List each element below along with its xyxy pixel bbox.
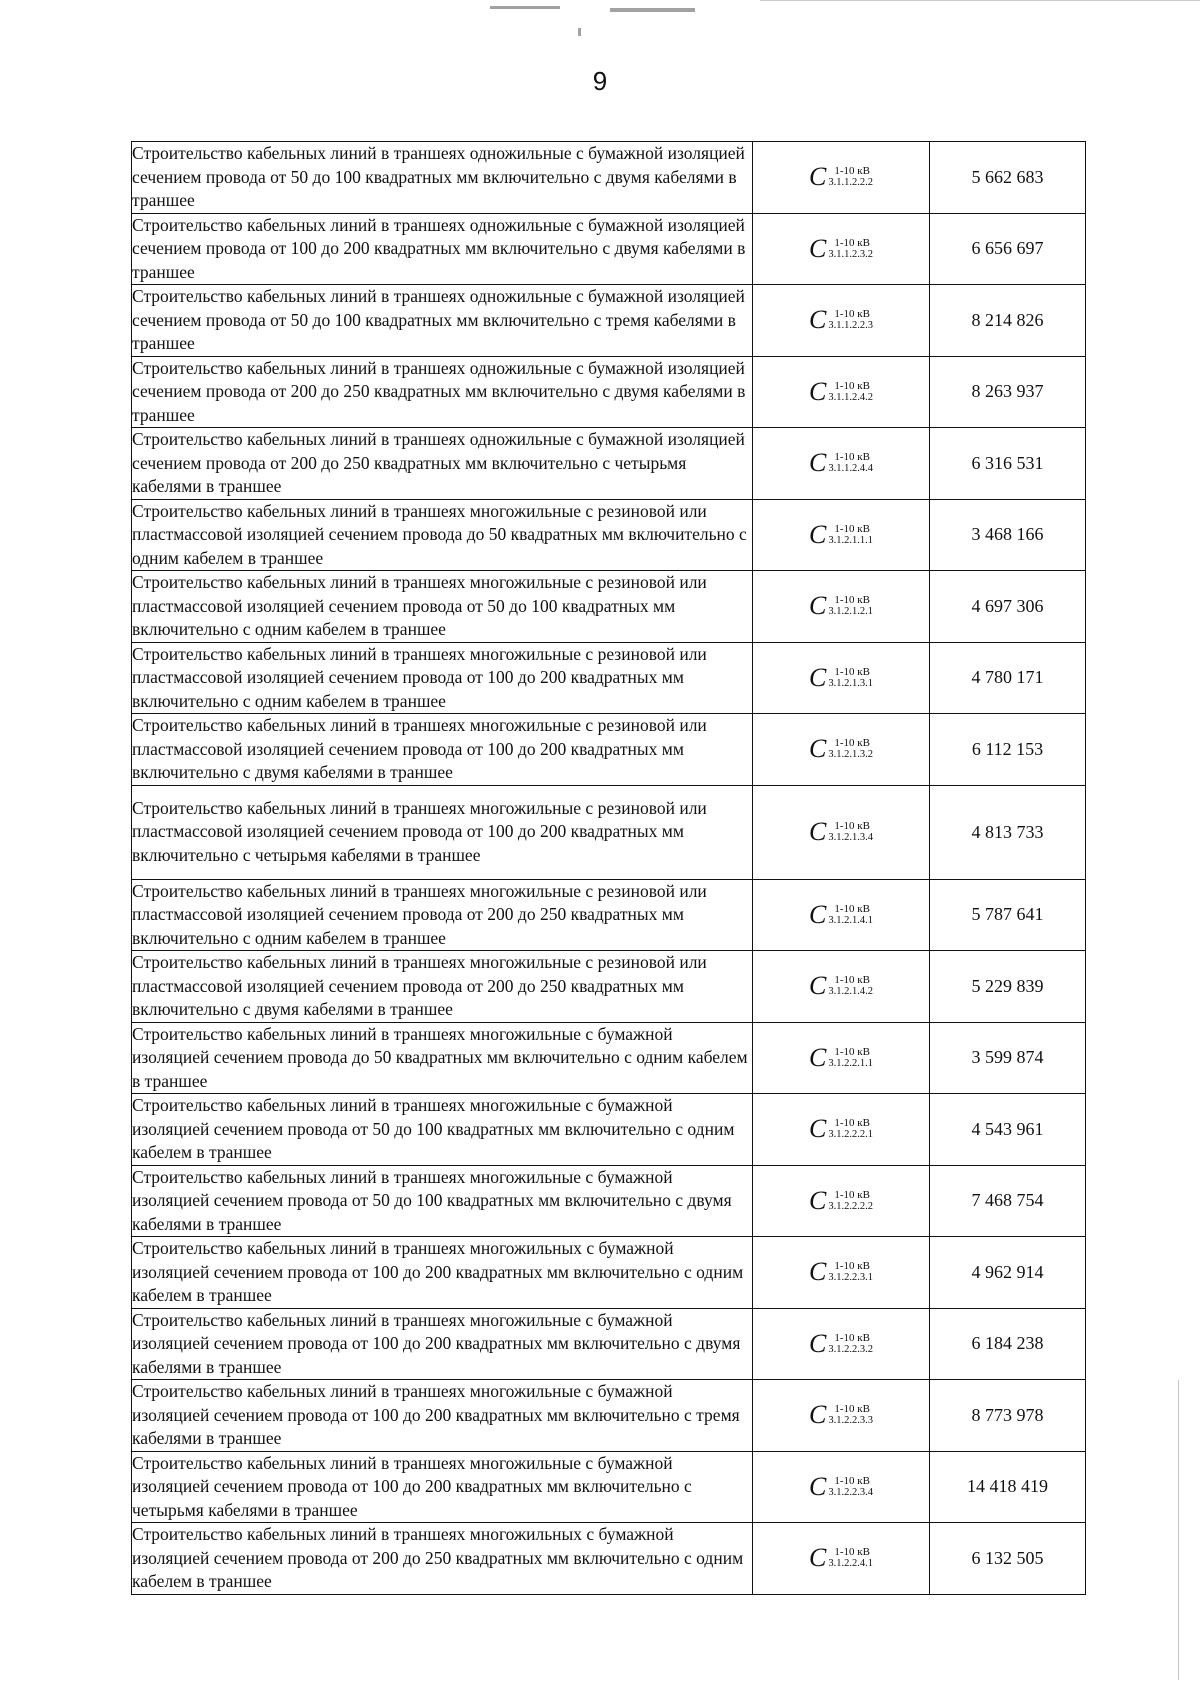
rate-code-cell [753,714,930,786]
rate-value: 4 543 961 [930,1094,1086,1166]
rate-code [809,734,873,764]
rate-symbol: C [809,305,827,335]
rate-code-cell [753,356,930,428]
table-row [132,1451,1086,1523]
rate-code-cell [753,499,930,571]
voltage-class: 1-10 кВ [834,594,870,607]
voltage-class: 1-10 кВ [834,737,870,750]
page-number: 9 [592,66,608,96]
rate-code-cell [753,1022,930,1094]
voltage-class: 1-10 кВ [834,665,870,678]
rate-value: 6 132 505 [930,1523,1086,1595]
rate-index [828,903,873,927]
work-description: Строительство кабельных линий в траншеях одножильные с бумажной изоляцией сечением провода от 50 до 100 квадратных мм включительно с тремя кабелями в траншее [132,285,753,357]
voltage-class: 1-10 кВ [834,974,870,987]
voltage-class: 1-10 кВ [834,522,870,535]
rate-value: 8 214 826 [930,285,1086,357]
table-row [132,1308,1086,1380]
rate-symbol: C [809,233,827,263]
rate-code-cell [753,213,930,285]
rate-code [809,1043,873,1073]
rate-code [809,1543,873,1573]
rate-value: 4 697 306 [930,571,1086,643]
rate-code [809,1472,873,1502]
rate-subscript-code: 3.1.1.2.3.2 [828,248,873,260]
work-description: Строительство кабельных линий в траншеях одножильные с бумажной изоляцией сечением провода от 200 до 250 квадратных мм включительно с четырьмя кабелями в траншее [132,428,753,500]
rate-symbol: C [809,734,827,764]
rate-value: 5 662 683 [930,142,1086,214]
table-row [132,142,1086,214]
rate-code-cell [753,951,930,1023]
voltage-class: 1-10 кВ [834,1474,870,1487]
rate-code [809,448,873,478]
voltage-class: 1-10 кВ [834,1117,870,1130]
table-row [132,714,1086,786]
rate-code [809,305,873,335]
voltage-class: 1-10 кВ [834,1260,870,1273]
voltage-class: 1-10 кВ [834,236,870,249]
rate-code-cell [753,879,930,951]
rate-index [828,666,873,690]
rate-code-cell [753,428,930,500]
work-description: Строительство кабельных линий в траншеях многожильные с бумажной изоляцией сечением провода от 100 до 200 квадратных мм включительно с двумя кабелями в траншее [132,1308,753,1380]
rate-subscript-code: 3.1.2.1.3.1 [828,677,873,689]
rate-symbol: C [809,817,827,846]
rate-code-cell [753,1237,930,1309]
table-row [132,951,1086,1023]
rate-symbol: C [809,1543,827,1573]
work-description: Строительство кабельных линий в траншеях многожильные с резиновой или пластмассовой изоляцией сечением провода от 100 до 200 квадратных мм включительно с четырьмя кабелями в траншее [132,785,753,879]
work-description: Строительство кабельных линий в траншеях многожильные с резиновой или пластмассовой изоляцией сечением провода от 200 до 250 квадратных мм включительно с двумя кабелями в траншее [132,951,753,1023]
rate-subscript-code: 3.1.1.2.2.3 [828,320,873,332]
rate-value: 4 813 733 [930,785,1086,879]
rate-subscript-code: 3.1.2.2.2.2 [828,1200,873,1212]
rate-subscript-code: 3.1.2.1.3.2 [828,749,873,761]
voltage-class: 1-10 кВ [834,165,870,178]
rate-index [828,974,873,998]
rate-subscript-code: 3.1.1.2.2.2 [828,177,873,189]
rate-symbol: C [809,899,827,929]
rate-code-cell [753,1451,930,1523]
rate-code [809,1186,873,1216]
work-description: Строительство кабельных линий в траншеях многожильных с бумажной изоляцией сечением провода от 200 до 250 квадратных мм включительно с одним кабелем в траншее [132,1523,753,1595]
scan-artifact [490,6,560,9]
work-description: Строительство кабельных линий в траншеях многожильные с бумажной изоляцией сечением провода от 50 до 100 квадратных мм включительно с одним кабелем в траншее [132,1094,753,1166]
rate-code-cell [753,142,930,214]
rate-index [828,1189,873,1213]
rate-symbol: C [809,1257,827,1287]
rate-code [809,520,873,550]
table-row [132,1380,1086,1452]
rate-code-cell [753,642,930,714]
rate-index [828,1546,873,1570]
rate-code [809,1400,873,1430]
work-description: Строительство кабельных линий в траншеях многожильные с резиновой или пластмассовой изоляцией сечением провода от 100 до 200 квадратных мм включительно с двумя кабелями в траншее [132,714,753,786]
voltage-class: 1-10 кВ [834,1188,870,1201]
rate-subscript-code: 3.1.2.1.2.1 [828,606,873,618]
rate-subscript-code: 3.1.2.1.1.1 [828,534,873,546]
rate-index [828,820,873,844]
rate-symbol: C [809,662,827,692]
rate-value: 3 468 166 [930,499,1086,571]
rate-subscript-code: 3.1.2.2.4.1 [828,1558,873,1570]
voltage-class: 1-10 кВ [834,820,870,832]
rate-symbol: C [809,1400,827,1430]
table-row [132,285,1086,357]
rate-index [828,380,873,404]
scan-artifact [578,28,581,36]
rate-index [828,594,873,618]
rate-value: 6 656 697 [930,213,1086,285]
rate-symbol: C [809,1185,827,1215]
rate-index [828,165,873,189]
rate-subscript-code: 3.1.2.1.4.1 [828,914,873,926]
rate-symbol: C [809,448,827,478]
rate-value: 14 418 419 [930,1451,1086,1523]
rate-value: 6 184 238 [930,1308,1086,1380]
rate-index [828,1403,873,1427]
rate-code [809,817,873,847]
rate-value: 6 112 153 [930,714,1086,786]
rate-subscript-code: 3.1.1.2.4.4 [828,463,873,475]
rate-value: 4 780 171 [930,642,1086,714]
voltage-class: 1-10 кВ [834,902,870,915]
rate-symbol: C [809,376,827,406]
table-row [132,571,1086,643]
voltage-class: 1-10 кВ [834,308,870,321]
voltage-class: 1-10 кВ [834,1403,870,1416]
work-description: Строительство кабельных линий в траншеях многожильные с бумажной изоляцией сечением провода от 50 до 100 квадратных мм включительно с двумя кабелями в траншее [132,1165,753,1237]
rate-index [828,237,873,261]
table-row [132,1237,1086,1309]
rate-symbol: C [809,591,827,621]
rate-subscript-code: 3.1.2.2.3.4 [828,1486,873,1498]
rate-code [809,1329,873,1359]
rate-code [809,591,873,621]
rate-symbol: C [809,162,827,192]
rate-value: 8 263 937 [930,356,1086,428]
tariff-table [131,141,1086,1595]
work-description: Строительство кабельных линий в траншеях многожильные с резиновой или пластмассовой изоляцией сечением провода от 200 до 250 квадратных мм включительно с одним кабелем в траншее [132,879,753,951]
table-row [132,785,1086,879]
voltage-class: 1-10 кВ [834,379,870,392]
rate-code-cell [753,1308,930,1380]
rate-code [809,1257,873,1287]
work-description: Строительство кабельных линий в траншеях многожильные с резиновой или пластмассовой изоляцией сечением провода от 100 до 200 квадратных мм включительно с одним кабелем в траншее [132,642,753,714]
rate-symbol: C [809,519,827,549]
rate-code [809,663,873,693]
rate-value: 5 229 839 [930,951,1086,1023]
rate-value: 6 316 531 [930,428,1086,500]
rate-value: 7 468 754 [930,1165,1086,1237]
rate-symbol: C [809,1328,827,1358]
rate-value: 4 962 914 [930,1237,1086,1309]
rate-code [809,234,873,264]
rate-index [828,1332,873,1356]
rate-value: 8 773 978 [930,1380,1086,1452]
rate-subscript-code: 3.1.2.2.3.3 [828,1415,873,1427]
table-row [132,642,1086,714]
rate-subscript-code: 3.1.2.2.2.1 [828,1129,873,1141]
rate-code-cell [753,1094,930,1166]
rate-code [809,162,873,192]
rate-subscript-code: 3.1.2.1.3.4 [828,832,873,843]
rate-code [809,377,873,407]
work-description: Строительство кабельных линий в траншеях многожильные с бумажной изоляцией сечением провода до 50 квадратных мм включительно с одним кабелем в траншее [132,1022,753,1094]
voltage-class: 1-10 кВ [834,1546,870,1559]
rate-code-cell [753,785,930,879]
rate-symbol: C [809,1471,827,1501]
table-row [132,356,1086,428]
table-row [132,213,1086,285]
work-description: Строительство кабельных линий в траншеях многожильных с бумажной изоляцией сечением провода от 100 до 200 квадратных мм включительно с одним кабелем в траншее [132,1237,753,1309]
scan-artifact [1178,1380,1179,1680]
table-row [132,1523,1086,1595]
work-description: Строительство кабельных линий в траншеях многожильные с бумажной изоляцией сечением провода от 100 до 200 квадратных мм включительно с тремя кабелями в траншее [132,1380,753,1452]
rate-code-cell [753,285,930,357]
rate-code-cell [753,1523,930,1595]
scan-artifact [760,0,1200,1]
rate-subscript-code: 3.1.2.2.1.1 [828,1057,873,1069]
work-description: Строительство кабельных линий в траншеях многожильные с бумажной изоляцией сечением провода от 100 до 200 квадратных мм включительно с четырьмя кабелями в траншее [132,1451,753,1523]
rate-index [828,1260,873,1284]
voltage-class: 1-10 кВ [834,451,870,464]
rate-value: 3 599 874 [930,1022,1086,1094]
rate-value: 5 787 641 [930,879,1086,951]
rate-code-cell [753,1165,930,1237]
rate-subscript-code: 3.1.2.2.3.2 [828,1343,873,1355]
rate-index [828,1117,873,1141]
rate-symbol: C [809,1042,827,1072]
rate-symbol: C [809,1114,827,1144]
table-row [132,1165,1086,1237]
table-row [132,1094,1086,1166]
voltage-class: 1-10 кВ [834,1045,870,1058]
work-description: Строительство кабельных линий в траншеях одножильные с бумажной изоляцией сечением провода от 200 до 250 квадратных мм включительно с двумя кабелями в траншее [132,356,753,428]
table-row [132,499,1086,571]
scan-artifact [610,8,695,12]
rate-index [828,737,873,761]
work-description: Строительство кабельных линий в траншеях многожильные с резиновой или пластмассовой изоляцией сечением провода до 50 квадратных мм включительно с одним кабелем в траншее [132,499,753,571]
voltage-class: 1-10 кВ [834,1331,870,1344]
rate-code-cell [753,571,930,643]
rate-index [828,308,873,332]
work-description: Строительство кабельных линий в траншеях многожильные с резиновой или пластмассовой изоляцией сечением провода от 50 до 100 квадратных мм включительно с одним кабелем в траншее [132,571,753,643]
table-row [132,1022,1086,1094]
work-description: Строительство кабельных линий в траншеях одножильные с бумажной изоляцией сечением провода от 100 до 200 квадратных мм включительно с двумя кабелями в траншее [132,213,753,285]
rate-index [828,523,873,547]
rate-subscript-code: 3.1.1.2.4.2 [828,391,873,403]
rate-subscript-code: 3.1.2.1.4.2 [828,986,873,998]
table-row [132,428,1086,500]
rate-code [809,971,873,1001]
rate-index [828,1475,873,1499]
rate-code [809,1114,873,1144]
rate-code [809,900,873,930]
rate-index [828,1046,873,1070]
rate-code-cell [753,1380,930,1452]
rate-subscript-code: 3.1.2.2.3.1 [828,1272,873,1284]
rate-index [828,451,873,475]
work-description: Строительство кабельных линий в траншеях одножильные с бумажной изоляцией сечением провода от 50 до 100 квадратных мм включительно с двумя кабелями в траншее [132,142,753,214]
table-body [132,142,1086,1595]
rate-symbol: C [809,971,827,1001]
table-row [132,879,1086,951]
